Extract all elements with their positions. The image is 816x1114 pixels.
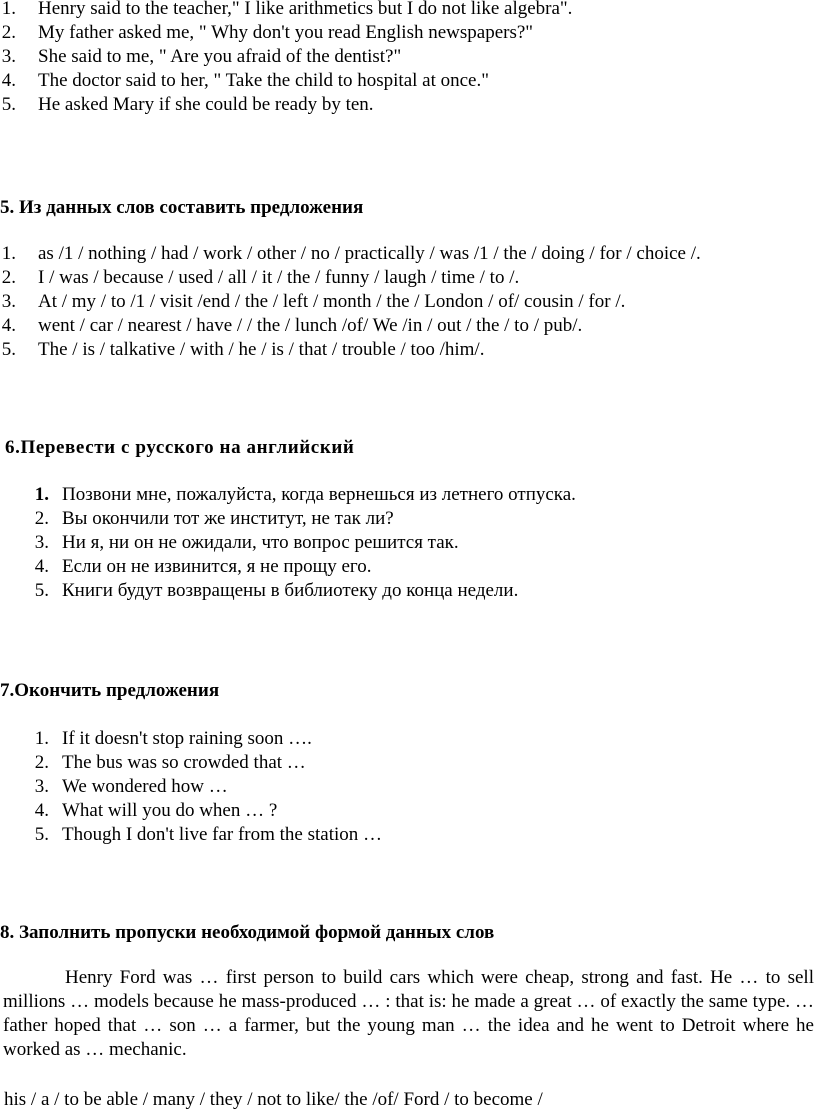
section-8-heading: 8. Заполнить пропуски необходимой формой данных слов [0, 922, 495, 943]
item-number: 5. [34, 580, 49, 601]
item-number: 3. [34, 532, 49, 553]
item-text: What will you do when … ? [62, 800, 278, 821]
item-text: He asked Mary if she could be ready by ten. [38, 94, 374, 115]
item-text: Позвони мне, пожалуйста, когда вернешься из летнего отпуска. [62, 484, 576, 505]
item-number: 1. [1, 0, 16, 19]
item-text: Вы окончили тот же институт, не так ли? [62, 508, 394, 529]
item-number: 2. [34, 508, 49, 529]
item-text: Henry said to the teacher," I like arithmetics but I do not like algebra". [38, 0, 573, 19]
item-text: Ни я, ни он не ожидали, что вопрос решится так. [62, 532, 459, 553]
item-number: 4. [1, 70, 16, 91]
item-number: 2. [1, 22, 16, 43]
item-number: 2. [1, 267, 16, 288]
item-text: The bus was so crowded that … [62, 752, 306, 773]
item-number: 5. [1, 339, 16, 360]
item-text: The doctor said to her, " Take the child to hospital at once." [38, 70, 489, 91]
section-5-heading: 5. Из данных слов составить предложения [0, 197, 364, 218]
item-number: 1. [34, 728, 49, 749]
section-6-heading: 6.Перевести с русского на английский [5, 437, 355, 458]
item-text: Книги будут возвращены в библиотеку до конца недели. [62, 580, 519, 601]
item-text: I / was / because / used / all / it / the / funny / laugh / time / to /. [38, 267, 520, 288]
item-text: At / my / to /1 / visit /end / the / left / month / the / London / of/ cousin / for /. [38, 291, 626, 312]
item-number: 4. [1, 315, 16, 336]
item-number: 3. [1, 291, 16, 312]
word-bank: his / a / to be able / many / they / not to like/ the /of/ Ford / to become / [4, 1089, 543, 1110]
item-number: 5. [1, 94, 16, 115]
gap-fill-paragraph: Henry Ford was … first person to build cars which were cheap, strong and fast. He … to sell millions … models because he mass-produced … : that is: he made a great … of exactly the same type. … father hoped that … son … a farmer, but the young man … the idea and he went to Detroit where he worked as … mechanic. [3, 967, 814, 1060]
item-number: 3. [34, 776, 49, 797]
item-text: She said to me, " Are you afraid of the dentist?" [38, 46, 402, 67]
item-number: 2. [34, 752, 49, 773]
item-number: 4. [34, 800, 49, 821]
item-text: went / car / nearest / have / / the / lunch /of/ We /in / out / the / to / pub/. [38, 315, 583, 336]
item-text: My father asked me, " Why don't you read English newspapers?" [38, 22, 534, 43]
item-number: 1. [1, 243, 16, 264]
item-text: Если он не извинится, я не прощу его. [62, 556, 372, 577]
item-text: We wondered how … [62, 776, 228, 797]
section-7-heading: 7.Окончить предложения [0, 680, 220, 701]
item-number: 5. [34, 824, 49, 845]
item-text: Though I don't live far from the station … [62, 824, 383, 845]
item-text: If it doesn't stop raining soon …. [62, 728, 312, 749]
item-text: as /1 / nothing / had / work / other / no / practically / was /1 / the / doing / for / choice /. [38, 243, 701, 264]
item-number: 4. [34, 556, 49, 577]
item-text: The / is / talkative / with / he / is / that / trouble / too /him/. [38, 339, 485, 360]
item-number: 1. [34, 484, 49, 505]
item-number: 3. [1, 46, 16, 67]
